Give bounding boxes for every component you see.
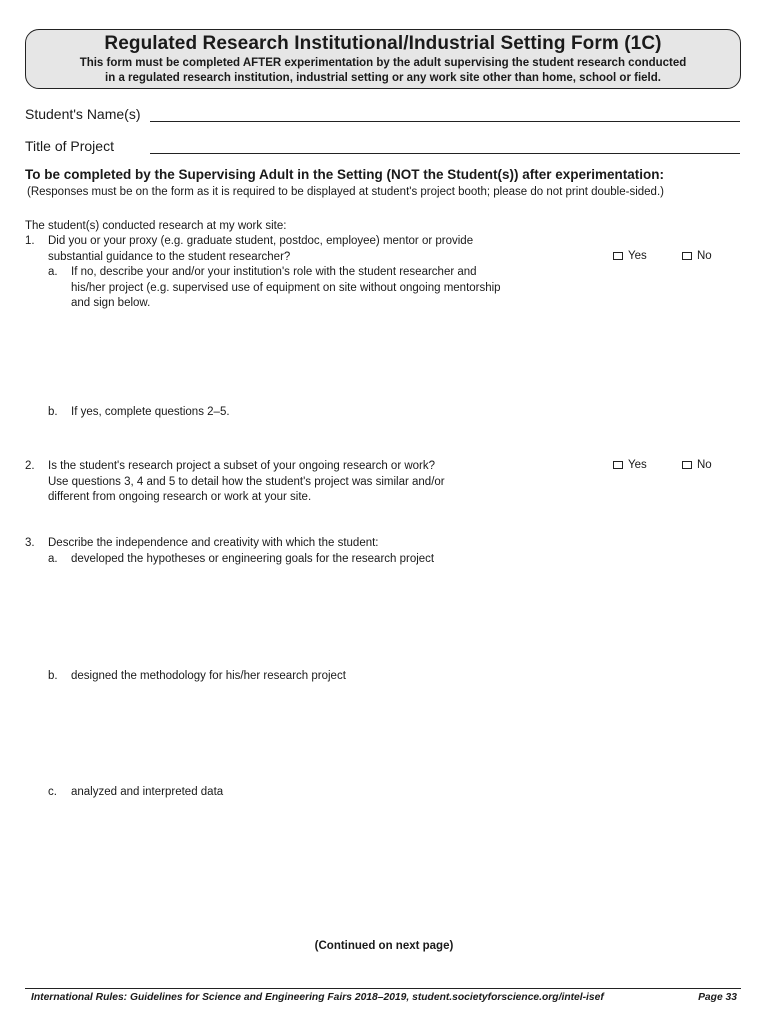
- q1a-line1: If no, describe your and/or your institution's role with the student researcher and: [71, 266, 477, 278]
- footer-divider: [25, 988, 741, 989]
- q3c-response-area[interactable]: [48, 805, 738, 930]
- students-name-field[interactable]: [150, 121, 740, 122]
- q3-text: Describe the independence and creativity with which the student:: [48, 537, 379, 549]
- form-header: [25, 29, 741, 89]
- q3a-text: developed the hypotheses or engineering goals for the research project: [71, 553, 435, 565]
- q3-number: 3.: [25, 537, 35, 549]
- q2-line1: Is the student's research project a subset of your ongoing research or work?: [48, 460, 436, 472]
- q1b-letter: b.: [48, 406, 58, 418]
- q1-no-option[interactable]: [682, 250, 712, 262]
- intro-text: The student(s) conducted research at my work site:: [25, 220, 287, 232]
- q1-line1: Did you or your proxy (e.g. graduate student, postdoc, employee) mentor or provide: [48, 235, 474, 247]
- q1a-response-area[interactable]: [48, 318, 738, 398]
- question-3c: [48, 785, 223, 801]
- q1-yes-checkbox[interactable]: [613, 252, 623, 260]
- form-title: Regulated Research Institutional/Industrial Setting Form (1C): [104, 33, 662, 54]
- q2-no-option[interactable]: [682, 459, 712, 471]
- q2-yes-option[interactable]: [613, 459, 647, 471]
- q3a-response-area[interactable]: [48, 572, 738, 667]
- question-1b: [48, 405, 230, 421]
- q3c-text: analyzed and interpreted data: [71, 786, 224, 798]
- q3c-letter: c.: [48, 786, 57, 798]
- form-subtitle-line2: in a regulated research institution, industrial setting or any work site other than home, school or field.: [105, 72, 661, 84]
- q1b-text: If yes, complete questions 2–5.: [71, 406, 230, 418]
- q2-yes-checkbox[interactable]: [613, 461, 623, 469]
- page-number: Page 33: [698, 992, 737, 1003]
- q2-number: 2.: [25, 460, 35, 472]
- q2-no-checkbox[interactable]: [682, 461, 692, 469]
- form-subtitle-line1: This form must be completed AFTER experimentation by the adult supervising the student research conducted: [79, 57, 687, 69]
- q3b-letter: b.: [48, 670, 58, 682]
- question-3: [25, 536, 379, 552]
- q3b-response-area[interactable]: [48, 689, 738, 784]
- q1-yes-label: Yes: [628, 250, 647, 262]
- q1a-letter: a.: [48, 266, 58, 278]
- question-2: [25, 459, 445, 506]
- q2-no-label: No: [697, 459, 712, 471]
- q2-line2: Use questions 3, 4 and 5 to detail how the student's project was similar and/or: [48, 475, 445, 488]
- q3a-letter: a.: [48, 553, 58, 565]
- footer-citation: International Rules: Guidelines for Science and Engineering Fairs 2018–2019, student.societyforscience.org/intel-isef: [31, 992, 604, 1003]
- continued-note: (Continued on next page): [314, 940, 454, 952]
- section-heading: To be completed by the Supervising Adult in the Setting (NOT the Student(s)) after experimentation:: [25, 167, 665, 182]
- q1a-line2: his/her project (e.g. supervised use of equipment on site without ongoing mentorship: [71, 281, 501, 294]
- q2-line3: different from ongoing research or work at your site.: [48, 491, 312, 503]
- question-3a: [48, 552, 434, 568]
- q1-number: 1.: [25, 235, 35, 247]
- q3b-text: designed the methodology for his/her research project: [71, 670, 346, 682]
- title-of-project-label: Title of Project: [25, 138, 114, 154]
- students-name-label: Student's Name(s): [25, 106, 141, 122]
- q1-no-checkbox[interactable]: [682, 252, 692, 260]
- title-of-project-field[interactable]: [150, 153, 740, 154]
- q1-no-label: No: [697, 250, 712, 262]
- question-3b: [48, 669, 346, 685]
- q1-line2: substantial guidance to the student researcher?: [48, 250, 291, 263]
- q2-yes-label: Yes: [628, 459, 647, 471]
- q1-yes-option[interactable]: [613, 250, 647, 262]
- question-1: [25, 234, 473, 265]
- question-1a: [48, 265, 501, 312]
- section-note: (Responses must be on the form as it is required to be displayed at student's project booth; please do not print double-sided.): [27, 186, 664, 198]
- q1a-line3: and sign below.: [71, 297, 151, 309]
